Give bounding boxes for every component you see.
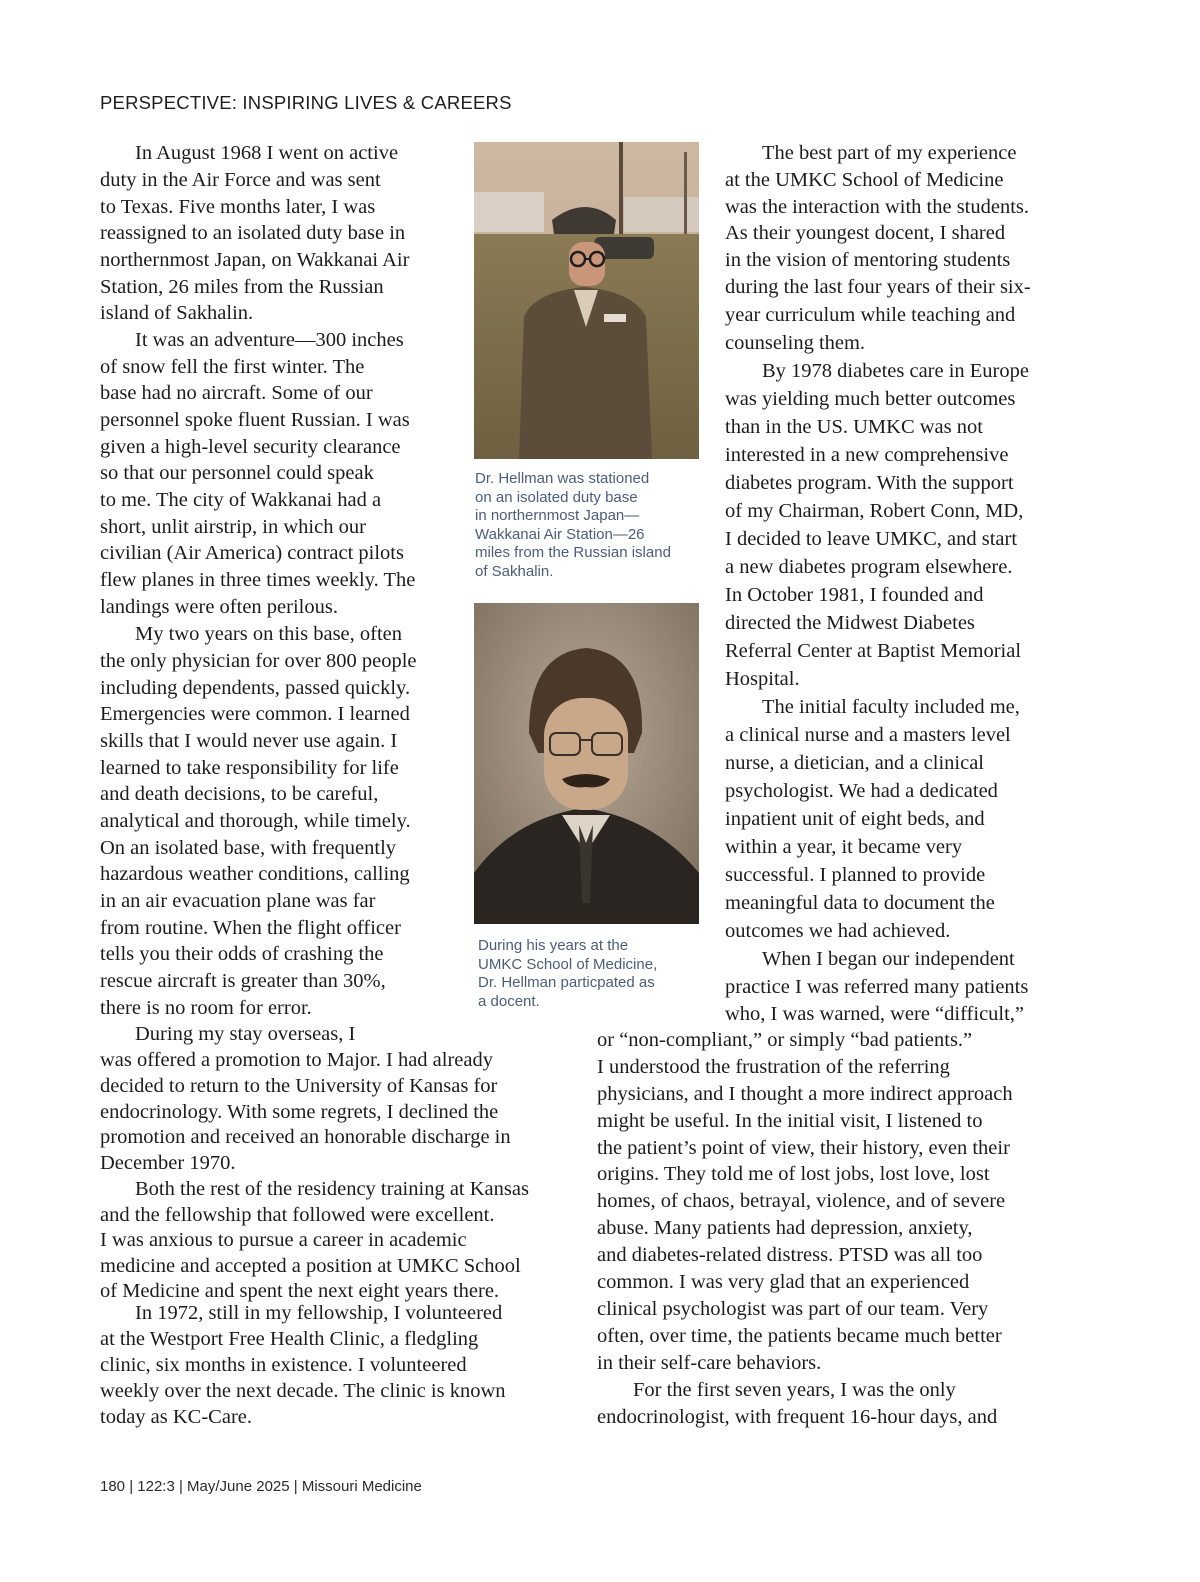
text-line: psychologist. We had a dedicated — [725, 780, 998, 802]
text-line: was offered a promotion to Major. I had already — [100, 1049, 493, 1071]
text-line: practice I was referred many patients — [725, 976, 1029, 998]
text-line: was yielding much better outcomes — [725, 388, 1016, 410]
photo-portrait-docent — [474, 603, 699, 924]
text-line: hazardous weather conditions, calling — [100, 863, 410, 885]
text-line: a new diabetes program elsewhere. — [725, 556, 1013, 578]
caption-line: Wakkanai Air Station—26 — [475, 525, 645, 543]
text-line: year curriculum while teaching and — [725, 304, 1016, 326]
text-line: endocrinologist, with frequent 16-hour days, and — [597, 1406, 998, 1428]
text-line: of Medicine and spent the next eight years there. — [100, 1280, 500, 1302]
text-line: In August 1968 I went on active — [135, 142, 399, 164]
text-line: including dependents, passed quickly. — [100, 677, 411, 699]
text-line: tells you their odds of crashing the — [100, 943, 384, 965]
text-line: diabetes program. With the support — [725, 472, 1014, 494]
text-line: was the interaction with the students. — [725, 196, 1030, 218]
text-line: Station, 26 miles from the Russian — [100, 276, 384, 298]
text-line: in the vision of mentoring students — [725, 249, 1011, 271]
text-line: who, I was warned, were “difficult,” — [725, 1003, 1025, 1025]
text-line: Hospital. — [725, 668, 800, 690]
section-header: PERSPECTIVE: INSPIRING LIVES & CAREERS — [100, 92, 512, 113]
text-line: physicians, and I thought a more indirect approach — [597, 1083, 1013, 1105]
text-line: As their youngest docent, I shared — [725, 222, 1006, 244]
photo-airman-wakkanai — [474, 142, 699, 459]
text-line: weekly over the next decade. The clinic is known — [100, 1380, 506, 1402]
text-line: today as KC-Care. — [100, 1406, 252, 1428]
caption-line: Dr. Hellman particpated as — [478, 974, 655, 992]
text-line: origins. They told me of lost jobs, lost love, lost — [597, 1163, 990, 1185]
text-line: at the UMKC School of Medicine — [725, 169, 1004, 191]
text-line: outcomes we had achieved. — [725, 920, 951, 942]
text-line: For the first seven years, I was the only — [633, 1379, 956, 1401]
text-line: Emergencies were common. I learned — [100, 703, 410, 725]
text-line: and diabetes-related distress. PTSD was all too — [597, 1244, 983, 1266]
text-line: It was an adventure—300 inches — [135, 329, 404, 351]
caption-line: Dr. Hellman was stationed — [475, 470, 650, 487]
text-line: directed the Midwest Diabetes — [725, 612, 975, 634]
text-line: of snow fell the first winter. The — [100, 356, 365, 378]
text-line: abuse. Many patients had depression, anxiety, — [597, 1217, 973, 1239]
text-line: analytical and thorough, while timely. — [100, 810, 411, 832]
photo2-caption — [478, 937, 657, 1011]
text-line: the patient’s point of view, their history, even their — [597, 1137, 1010, 1159]
text-line: learned to take responsibility for life — [100, 757, 399, 779]
photo1-caption — [475, 470, 671, 582]
text-line: interested in a new comprehensive — [725, 444, 1009, 466]
text-line: decided to return to the University of Kansas for — [100, 1075, 498, 1097]
text-line: duty in the Air Force and was sent — [100, 169, 381, 191]
text-line: island of Sakhalin. — [100, 302, 254, 324]
text-line: meaningful data to document the — [725, 892, 995, 914]
text-line: base had no aircraft. Some of our — [100, 382, 373, 404]
caption-line: of Sakhalin. — [475, 562, 554, 580]
text-line: homes, of chaos, betrayal, violence, and of severe — [597, 1190, 1006, 1212]
text-line: counseling them. — [725, 332, 866, 354]
text-line: clinical psychologist was part of our team. Very — [597, 1298, 989, 1320]
text-line: On an isolated base, with frequently — [100, 837, 397, 859]
text-line: or “non-compliant,” or simply “bad patients.” — [597, 1029, 973, 1051]
text-line: at the Westport Free Health Clinic, a fledgling — [100, 1328, 479, 1350]
text-line: flew planes in three times weekly. The — [100, 569, 416, 591]
text-line: During my stay overseas, I — [135, 1023, 356, 1045]
text-line: medicine and accepted a position at UMKC School — [100, 1255, 521, 1277]
text-line: northernmost Japan, on Wakkanai Air — [100, 249, 410, 271]
text-line: there is no room for error. — [100, 997, 312, 1019]
text-line: to Texas. Five months later, I was — [100, 196, 376, 218]
text-line: might be useful. In the initial visit, I listened to — [597, 1110, 983, 1132]
text-line: endocrinology. With some regrets, I declined the — [100, 1101, 499, 1123]
text-line: during the last four years of their six- — [725, 276, 1031, 298]
text-line: The best part of my experience — [762, 142, 1017, 164]
text-line: personnel spoke fluent Russian. I was — [100, 409, 410, 431]
text-line: When I began our independent — [762, 948, 1015, 970]
caption-line: in northernmost Japan— — [475, 507, 640, 525]
text-line: clinic, six months in existence. I volunteered — [100, 1354, 467, 1376]
caption-line: on an isolated duty base — [475, 488, 638, 506]
text-line: By 1978 diabetes care in Europe — [762, 360, 1029, 382]
text-line: skills that I would never use again. I — [100, 730, 398, 752]
text-line: to me. The city of Wakkanai had a — [100, 489, 382, 511]
caption-line: During his years at the — [478, 937, 629, 954]
text-line: in their self-care behaviors. — [597, 1352, 822, 1374]
text-line: often, over time, the patients became much better — [597, 1325, 1002, 1347]
text-line: promotion and received an honorable discharge in — [100, 1126, 511, 1148]
text-line: from routine. When the flight officer — [100, 917, 401, 939]
text-line: than in the US. UMKC was not — [725, 416, 983, 438]
text-line: given a high-level security clearance — [100, 436, 401, 458]
text-line: I decided to leave UMKC, and start — [725, 528, 1018, 550]
text-line: inpatient unit of eight beds, and — [725, 808, 985, 830]
text-line: in an air evacuation plane was far — [100, 890, 376, 912]
text-line: I was anxious to pursue a career in academic — [100, 1229, 467, 1251]
text-line: I understood the frustration of the referring — [597, 1056, 950, 1078]
text-line: of my Chairman, Robert Conn, MD, — [725, 500, 1024, 522]
text-line: so that our personnel could speak — [100, 462, 374, 484]
text-line: In 1972, still in my fellowship, I volunteered — [135, 1302, 503, 1324]
text-line: and the fellowship that followed were excellent. — [100, 1204, 495, 1226]
caption-line: miles from the Russian island — [475, 544, 671, 562]
text-line: short, unlit airstrip, in which our — [100, 516, 366, 538]
text-line: successful. I planned to provide — [725, 864, 986, 886]
caption-line: UMKC School of Medicine, — [478, 955, 658, 973]
text-line: In October 1981, I founded and — [725, 584, 984, 606]
text-line: December 1970. — [100, 1152, 236, 1174]
text-line: common. I was very glad that an experienced — [597, 1271, 970, 1293]
text-line: a clinical nurse and a masters level — [725, 724, 1011, 746]
text-line: rescue aircraft is greater than 30%, — [100, 970, 386, 992]
text-line: the only physician for over 800 people — [100, 650, 417, 672]
text-line: reassigned to an isolated duty base in — [100, 222, 406, 244]
page-footer: 180 | 122:3 | May/June 2025 | Missouri Medicine — [100, 1478, 422, 1495]
text-line: landings were often perilous. — [100, 596, 338, 618]
text-line: and death decisions, to be careful, — [100, 783, 379, 805]
text-line: My two years on this base, often — [135, 623, 403, 645]
caption-line: a docent. — [478, 992, 540, 1010]
text-line: civilian (Air America) contract pilots — [100, 542, 404, 564]
text-line: The initial faculty included me, — [762, 696, 1020, 718]
text-line: Referral Center at Baptist Memorial — [725, 640, 1022, 662]
text-line: nurse, a dietician, and a clinical — [725, 752, 984, 774]
text-line: within a year, it became very — [725, 836, 963, 858]
text-line: Both the rest of the residency training at Kansas — [135, 1178, 529, 1200]
